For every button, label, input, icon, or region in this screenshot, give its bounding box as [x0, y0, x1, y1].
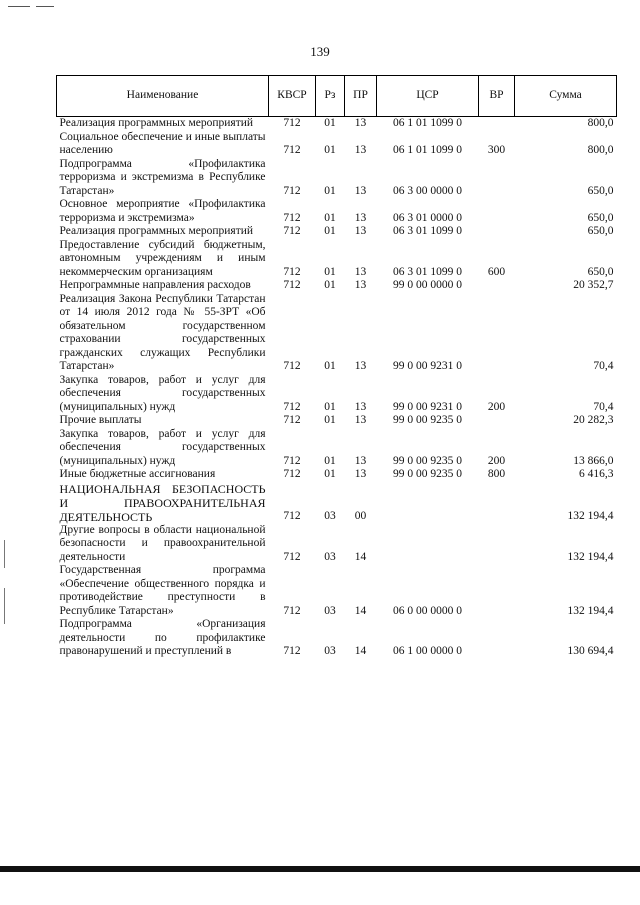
- table-row: [57, 293, 617, 374]
- table-header-row: [57, 76, 617, 117]
- scan-corner-mark: [36, 6, 54, 7]
- table-row: [57, 225, 617, 239]
- cell-csr: 06 1 01 1099 0: [393, 144, 462, 156]
- cell-kvsr: 712: [283, 604, 301, 617]
- cell-vr: 300: [487, 144, 506, 156]
- cell-sum: 800,0: [587, 144, 614, 156]
- table-row: [57, 618, 617, 659]
- col-header-kvsr: КВСР: [269, 76, 316, 117]
- cell-pr: 14: [354, 604, 367, 617]
- col-header-csr: ЦСР: [377, 76, 479, 117]
- cell-csr: 06 0 00 0000 0: [393, 604, 462, 617]
- cell-csr: 06 3 01 0000 0: [393, 211, 462, 224]
- cell-pr: 13: [354, 360, 367, 372]
- cell-pr: 13: [354, 265, 367, 278]
- cell-vr: [479, 279, 515, 293]
- cell-rz: 01: [324, 468, 336, 480]
- scan-corner-mark: [8, 6, 30, 7]
- cell-vr: [479, 117, 515, 131]
- table-row: [57, 131, 617, 158]
- page-number: 139: [310, 44, 330, 59]
- cell-name: Предоставление субсидий бюджетным, автономным учреждениям и иным некоммерческим организациям: [59, 238, 266, 278]
- cell-pr: 14: [354, 645, 367, 657]
- cell-name: НАЦИОНАЛЬНАЯ БЕЗОПАСНОСТЬ И ПРАВООХРАНИТЕЛЬНАЯ ДЕЯТЕЛЬНОСТЬ: [59, 481, 266, 524]
- cell-sum: 13 866,0: [573, 454, 614, 467]
- cell-csr: [377, 482, 479, 524]
- col-header-vr: ВР: [479, 76, 515, 117]
- cell-name: Закупка товаров, работ и услуг для обеспечения государственных (муниципальных) нужд: [59, 427, 266, 467]
- cell-sum: 650,0: [587, 225, 614, 237]
- cell-vr: 600: [487, 265, 506, 278]
- budget-table: [56, 75, 617, 659]
- col-header-rz: Рз: [316, 76, 345, 117]
- cell-rz: 03: [324, 604, 336, 617]
- cell-rz: 03: [324, 550, 336, 563]
- cell-kvsr: 712: [283, 645, 301, 657]
- cell-vr: [479, 414, 515, 428]
- cell-csr: 06 3 01 1099 0: [393, 225, 462, 237]
- cell-kvsr: 712: [283, 279, 301, 291]
- cell-vr: [479, 158, 515, 199]
- cell-kvsr: 712: [283, 550, 301, 563]
- cell-sum: 132 194,4: [567, 604, 614, 617]
- scan-edge-mark: [4, 588, 5, 624]
- cell-vr: [479, 618, 515, 659]
- table-row: [57, 524, 617, 565]
- cell-pr: 13: [354, 184, 367, 197]
- cell-csr: 99 0 00 9235 0: [393, 468, 462, 480]
- cell-sum: 20 282,3: [573, 414, 614, 426]
- cell-kvsr: 712: [283, 117, 301, 129]
- cell-sum: 650,0: [587, 265, 614, 278]
- cell-sum: 70,4: [593, 400, 614, 413]
- cell-pr: 13: [354, 144, 367, 156]
- cell-name: Непрограммные направления расходов: [59, 279, 251, 291]
- cell-csr: 99 0 00 9235 0: [393, 454, 462, 467]
- table-row: [57, 239, 617, 280]
- table-row: [57, 564, 617, 618]
- cell-kvsr: 712: [283, 414, 301, 426]
- cell-name: Государственная программа «Обеспечение общественного порядка и противодействие преступности в Республике Татарстан»: [59, 564, 266, 617]
- cell-pr: 13: [354, 468, 367, 480]
- table-row: [57, 279, 617, 293]
- cell-sum: 650,0: [587, 184, 614, 197]
- cell-rz: 01: [324, 454, 336, 467]
- col-header-sum: Сумма: [515, 76, 617, 117]
- cell-csr: 06 1 01 1099 0: [393, 117, 462, 129]
- bottom-rule: [0, 866, 640, 872]
- cell-vr: 800: [487, 468, 506, 480]
- cell-rz: 01: [324, 144, 336, 156]
- cell-csr: 99 0 00 9231 0: [393, 400, 462, 413]
- cell-rz: 03: [324, 645, 336, 657]
- cell-kvsr: 712: [283, 360, 301, 372]
- cell-sum: 800,0: [587, 117, 614, 129]
- table-row: [57, 374, 617, 415]
- cell-name: Прочие выплаты: [59, 414, 142, 426]
- cell-sum: 132 194,4: [567, 510, 614, 522]
- cell-name: Подпрограмма «Профилактика терроризма и экстремизма в Республике Татарстан»: [59, 157, 266, 197]
- cell-rz: 01: [324, 211, 336, 224]
- cell-rz: 01: [324, 184, 336, 197]
- cell-name: Основное мероприятие «Профилактика терроризма и экстремизма»: [59, 198, 266, 224]
- cell-pr: 13: [354, 414, 367, 426]
- cell-csr: 06 1 00 0000 0: [393, 645, 462, 657]
- table-row: [57, 482, 617, 524]
- cell-sum: 132 194,4: [567, 550, 614, 563]
- cell-name: Реализация Закона Республики Татарстан от 14 июля 2012 года № 55-ЗРТ «Об обязательном государственном страховании государственных гражданских служащих Республики Татарстан»: [59, 292, 266, 372]
- table-row: [57, 468, 617, 482]
- cell-name: Иные бюджетные ассигнования: [59, 468, 216, 480]
- cell-vr: [479, 564, 515, 618]
- cell-rz: 01: [324, 400, 336, 413]
- cell-name: Реализация программных мероприятий: [59, 225, 254, 237]
- cell-pr: 13: [354, 400, 367, 413]
- table-row: [57, 198, 617, 225]
- cell-name: Другие вопросы в области национальной безопасности и правоохранительной деятельности: [59, 523, 266, 563]
- cell-name: Реализация программных мероприятий: [59, 117, 254, 129]
- cell-rz: 03: [324, 510, 336, 522]
- cell-vr: [479, 524, 515, 565]
- cell-vr: 200: [487, 400, 506, 413]
- cell-rz: 01: [324, 265, 336, 278]
- cell-pr: 14: [354, 550, 367, 563]
- cell-kvsr: 712: [283, 510, 301, 522]
- table-row: [57, 428, 617, 469]
- cell-csr: 06 3 00 0000 0: [393, 184, 462, 197]
- cell-name: Социальное обеспечение и иные выплаты населению: [59, 130, 266, 156]
- cell-pr: 13: [354, 211, 367, 224]
- cell-vr: [479, 482, 515, 524]
- cell-sum: 70,4: [593, 360, 614, 372]
- cell-csr: 99 0 00 0000 0: [393, 279, 462, 291]
- cell-kvsr: 712: [283, 225, 301, 237]
- cell-csr: [377, 524, 479, 565]
- cell-sum: 20 352,7: [573, 279, 614, 291]
- cell-rz: 01: [324, 117, 336, 129]
- cell-csr: 06 3 01 1099 0: [393, 265, 462, 278]
- cell-sum: 650,0: [587, 211, 614, 224]
- cell-pr: 13: [354, 279, 367, 291]
- cell-name: Закупка товаров, работ и услуг для обеспечения государственных (муниципальных) нужд: [59, 373, 266, 413]
- cell-kvsr: 712: [283, 400, 301, 413]
- table-row: [57, 158, 617, 199]
- cell-rz: 01: [324, 279, 336, 291]
- table-row: [57, 414, 617, 428]
- cell-vr: [479, 198, 515, 225]
- cell-rz: 01: [324, 360, 336, 372]
- cell-csr: 99 0 00 9231 0: [393, 360, 462, 372]
- cell-kvsr: 712: [283, 468, 301, 480]
- cell-kvsr: 712: [283, 144, 301, 156]
- cell-sum: 6 416,3: [579, 468, 614, 480]
- scan-edge-mark: [4, 540, 5, 568]
- col-header-pr: ПР: [345, 76, 377, 117]
- cell-kvsr: 712: [283, 454, 301, 467]
- cell-pr: 13: [354, 117, 367, 129]
- cell-pr: 13: [354, 454, 367, 467]
- cell-rz: 01: [324, 414, 336, 426]
- cell-vr: [479, 225, 515, 239]
- cell-pr: 13: [354, 225, 367, 237]
- cell-pr: 00: [354, 510, 367, 522]
- cell-vr: 200: [487, 454, 506, 467]
- table-row: [57, 117, 617, 131]
- cell-kvsr: 712: [283, 265, 301, 278]
- cell-name: Подпрограмма «Организация деятельности по профилактике правонарушений и преступлений в: [59, 618, 266, 657]
- cell-kvsr: 712: [283, 184, 301, 197]
- cell-vr: [479, 293, 515, 374]
- cell-sum: 130 694,4: [567, 645, 614, 657]
- cell-rz: 01: [324, 225, 336, 237]
- cell-kvsr: 712: [283, 211, 301, 224]
- col-header-name: Наименование: [57, 76, 269, 117]
- cell-csr: 99 0 00 9235 0: [393, 414, 462, 426]
